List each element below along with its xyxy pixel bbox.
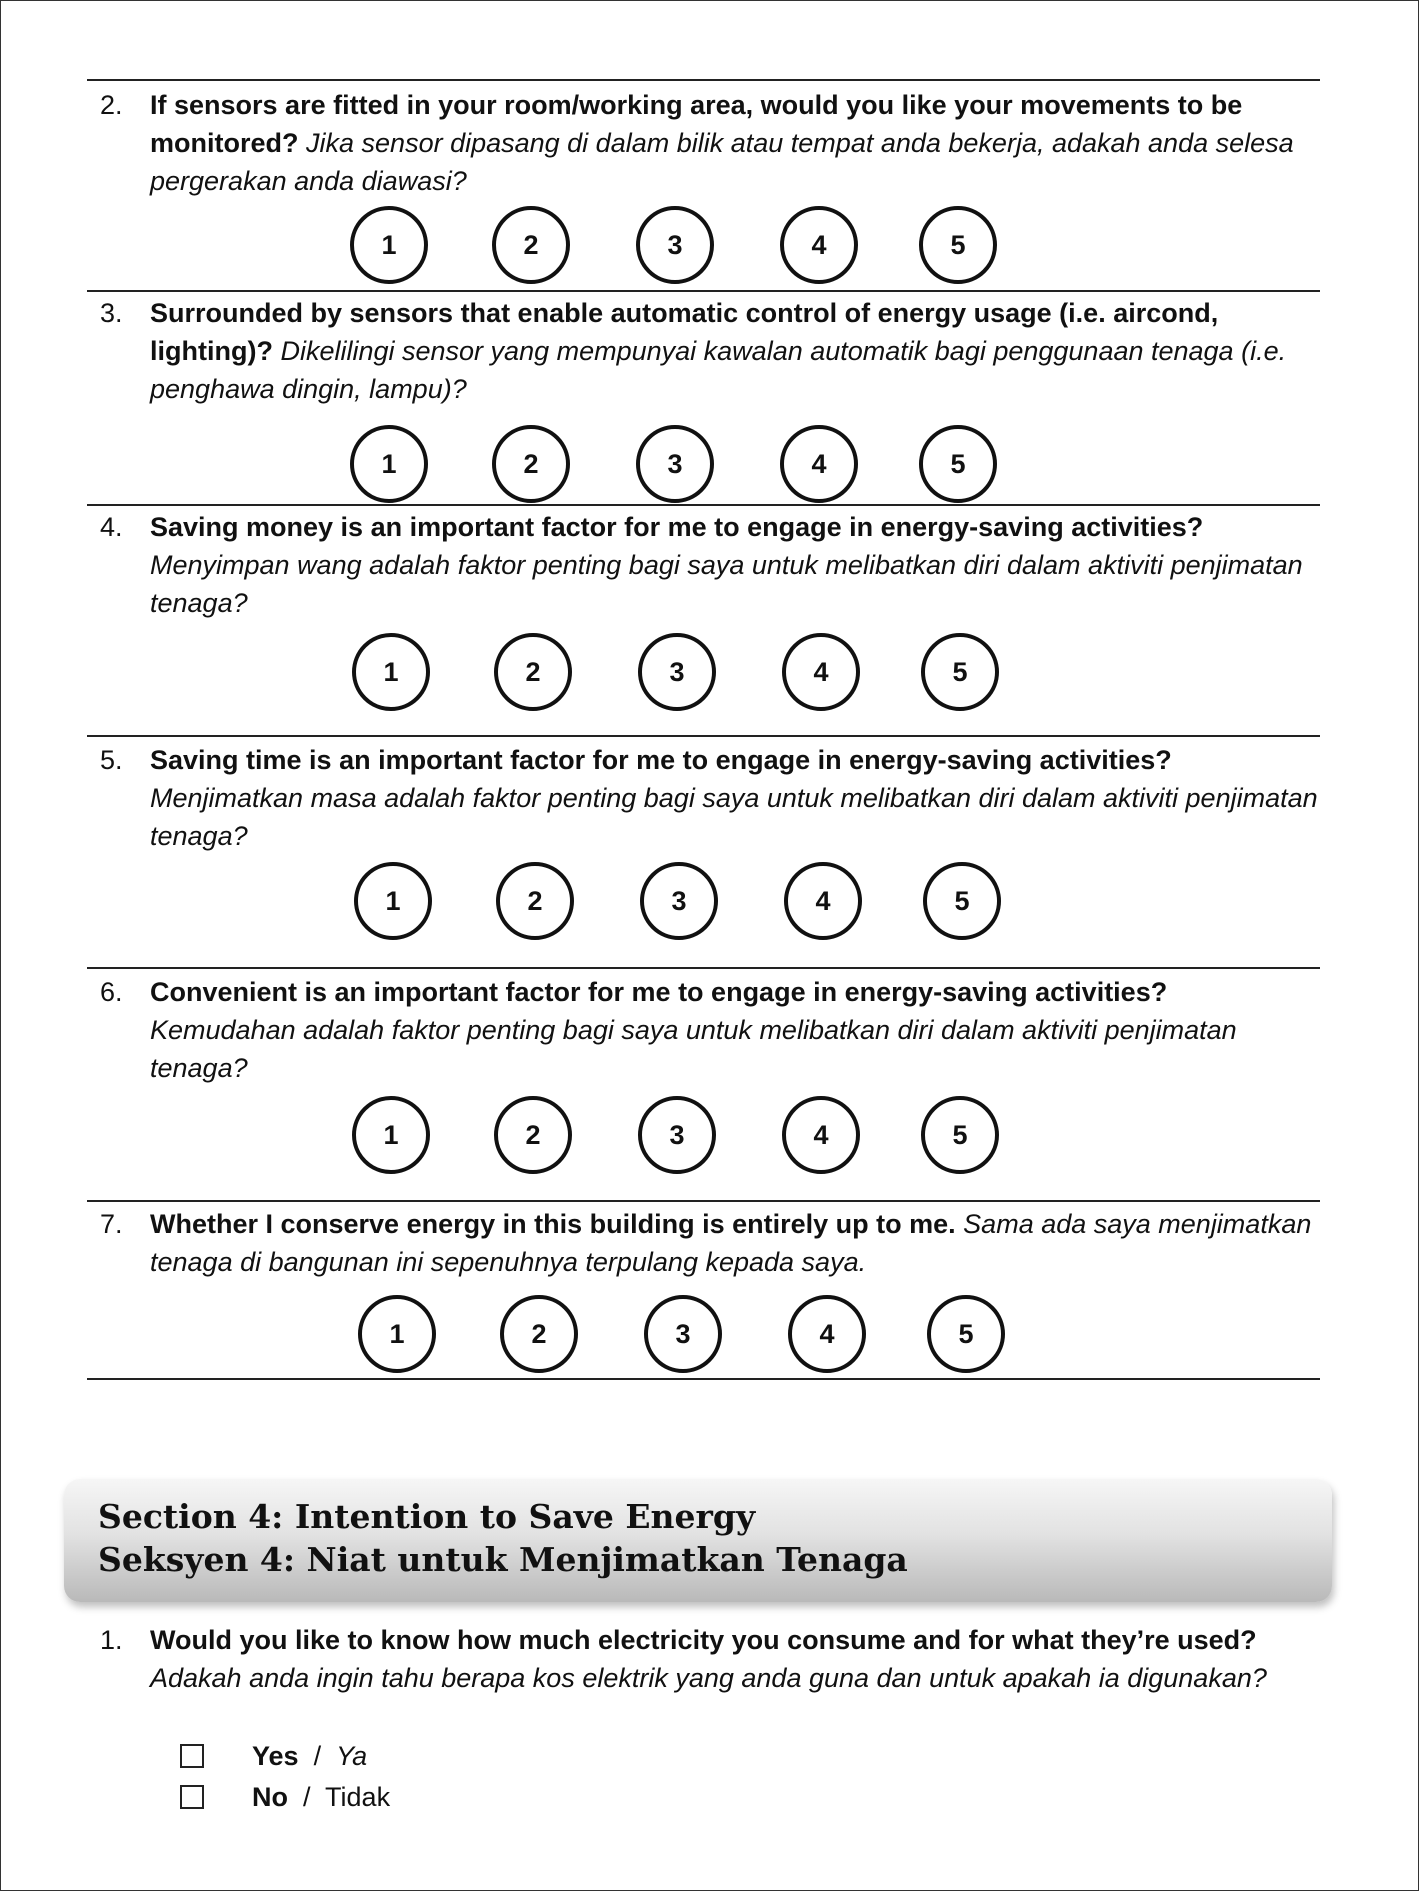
question-text-ms: Sama ada saya menjimatkan tenaga di bangunan ini sepenuhnya terpulang kepada saya. (150, 1209, 1312, 1277)
rating-option-2[interactable]: 2 (494, 633, 572, 711)
rating-option-3[interactable]: 3 (636, 425, 714, 503)
rating-scale-q6 (352, 1096, 1352, 1176)
rating-option-3[interactable]: 3 (638, 633, 716, 711)
rating-option-1[interactable]: 1 (352, 633, 430, 711)
rating-option-2[interactable]: 2 (496, 862, 574, 940)
checkbox[interactable] (180, 1785, 204, 1809)
question-text-en: Surrounded by sensors that enable automatic control of energy usage (i.e. aircond, lighting)? (150, 298, 1219, 366)
option-separator: / (313, 1741, 322, 1771)
question-text-ms: Jika sensor dipasang di dalam bilik atau tempat anda bekerja, adakah anda selesa pergerakan anda diawasi? (150, 128, 1294, 196)
question-text (150, 86, 1320, 200)
rating-option-2[interactable]: 2 (500, 1295, 578, 1373)
question-text-en: If sensors are fitted in your room/working area, would you like your movements to be monitored? (150, 90, 1243, 158)
rating-option-2[interactable]: 2 (492, 425, 570, 503)
question-6 (100, 973, 1320, 1087)
question-text-en: Convenient is an important factor for me to engage in energy-saving activities? (150, 977, 1168, 1007)
question-3 (100, 294, 1320, 408)
option-label (252, 1778, 390, 1816)
question-text-en: Would you like to know how much electricity you consume and for what they’re used? (150, 1625, 1257, 1655)
question-4 (100, 508, 1320, 622)
question-text-en: Saving money is an important factor for me to engage in energy-saving activities? (150, 512, 1204, 542)
question-text-ms: Kemudahan adalah faktor penting bagi saya untuk melibatkan diri dalam aktiviti penjimatan tenaga? (150, 1015, 1237, 1083)
question-text (150, 1205, 1320, 1281)
question-7 (100, 1205, 1320, 1281)
rating-option-4[interactable]: 4 (782, 1096, 860, 1174)
question-text (150, 294, 1320, 408)
rating-option-5[interactable]: 5 (919, 206, 997, 284)
divider-line (87, 504, 1320, 506)
rating-scale-q4 (352, 633, 1352, 713)
question-text-ms: Adakah anda ingin tahu berapa kos elektrik yang anda guna dan untuk apakah ia digunakan? (150, 1663, 1267, 1693)
rating-option-5[interactable]: 5 (921, 1096, 999, 1174)
rating-option-5[interactable]: 5 (921, 633, 999, 711)
rating-option-4[interactable]: 4 (780, 425, 858, 503)
question-number: 1. (100, 1625, 123, 1655)
rating-scale-q7 (358, 1295, 1358, 1375)
divider-line (87, 735, 1320, 737)
question-number: 5. (100, 745, 123, 775)
rating-option-1[interactable]: 1 (358, 1295, 436, 1373)
question-text-ms: Menjimatkan masa adalah faktor penting bagi saya untuk melibatkan diri dalam aktiviti penjimatan tenaga? (150, 783, 1318, 851)
option-label-en: Yes (252, 1741, 299, 1771)
section4-question-1 (100, 1621, 1320, 1697)
question-number: 7. (100, 1209, 123, 1239)
rating-option-4[interactable]: 4 (780, 206, 858, 284)
rating-scale-q2 (350, 206, 1350, 286)
rating-option-2[interactable]: 2 (492, 206, 570, 284)
question-text (150, 741, 1320, 855)
option-label-ms: Tidak (325, 1782, 391, 1812)
question-5 (100, 741, 1320, 855)
question-text-en: Saving time is an important factor for me to engage in energy-saving activities? (150, 745, 1172, 775)
option-label-ms: Ya (336, 1741, 368, 1771)
question-text (150, 973, 1320, 1087)
divider-line (87, 967, 1320, 969)
question-text-ms: Dikelilingi sensor yang mempunyai kawalan automatik bagi penggunaan tenaga (i.e. penghawa dingin, lampu)? (150, 336, 1287, 404)
question-number: 3. (100, 298, 123, 328)
rating-option-1[interactable]: 1 (354, 862, 432, 940)
rating-scale-q3 (350, 425, 1350, 505)
section-title-ms: Seksyen 4: Niat untuk Menjimatkan Tenaga (98, 1540, 908, 1579)
rating-option-2[interactable]: 2 (494, 1096, 572, 1174)
option-label (252, 1737, 367, 1775)
question-number: 4. (100, 512, 123, 542)
question-number: 2. (100, 90, 123, 120)
divider-line (87, 1200, 1320, 1202)
rating-option-1[interactable]: 1 (352, 1096, 430, 1174)
section-header (64, 1479, 1332, 1602)
divider-line (87, 79, 1320, 81)
rating-option-4[interactable]: 4 (788, 1295, 866, 1373)
rating-option-5[interactable]: 5 (927, 1295, 1005, 1373)
rating-option-4[interactable]: 4 (782, 633, 860, 711)
rating-option-5[interactable]: 5 (923, 862, 1001, 940)
checkbox[interactable] (180, 1744, 204, 1768)
rating-option-4[interactable]: 4 (784, 862, 862, 940)
question-number: 6. (100, 977, 123, 1007)
question-text (150, 1621, 1320, 1697)
question-text (150, 508, 1320, 622)
section-title-en: Section 4: Intention to Save Energy (98, 1497, 756, 1536)
question-2 (100, 86, 1320, 200)
rating-option-3[interactable]: 3 (644, 1295, 722, 1373)
rating-option-3[interactable]: 3 (638, 1096, 716, 1174)
rating-option-3[interactable]: 3 (640, 862, 718, 940)
question-text-en: Whether I conserve energy in this building is entirely up to me. (150, 1209, 956, 1239)
rating-option-3[interactable]: 3 (636, 206, 714, 284)
option-separator: / (303, 1782, 311, 1812)
rating-option-1[interactable]: 1 (350, 425, 428, 503)
rating-option-5[interactable]: 5 (919, 425, 997, 503)
rating-scale-q5 (354, 862, 1354, 942)
rating-option-1[interactable]: 1 (350, 206, 428, 284)
divider-line (87, 1378, 1320, 1380)
divider-line (87, 290, 1320, 292)
option-label-en: No (252, 1782, 288, 1812)
question-text-ms: Menyimpan wang adalah faktor penting bagi saya untuk melibatkan diri dalam aktiviti penjimatan tenaga? (150, 550, 1303, 618)
